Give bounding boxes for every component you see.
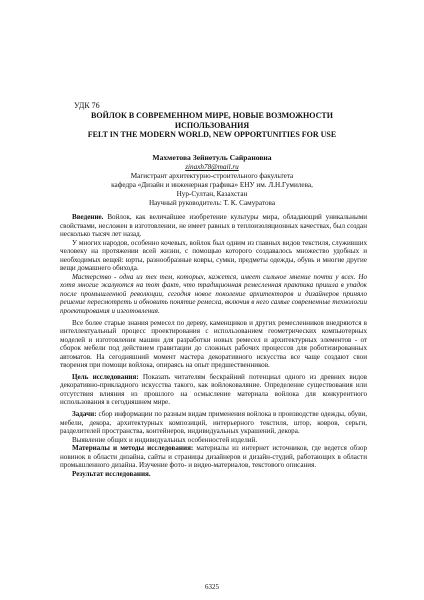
intro-paragraph (60, 213, 367, 239)
paragraph: Выявление общих и индивидуальных особенностей изделий. (72, 435, 258, 444)
results-paragraph (60, 470, 367, 479)
goal-text: Показать читателям бескрайний потенциал одного из древних видов декоративно-прикладного искусства такого, как войлоковаляние. Определение существования или отсутствия влияния из прошлого на осмысление материала войлока для конкурентного использования в сегодняшнем мире. (60, 372, 367, 407)
methods-label: Материалы и методы исследования: (72, 444, 194, 453)
intro-text: Войлок, как величайшее изобретение культуры мира, обладающий уникальными свойствами, несложен в изготовлении, не имеет равных в теплоизоляционных качествах, был создан несколько тысяч лет назад. (60, 213, 367, 239)
title-russian: ВОЙЛОК В СОВРЕМЕННОМ МИРЕ, НОВЫЕ ВОЗМОЖНОСТИ ИСПОЛЬЗОВАНИЯ (91, 111, 333, 130)
udk-code: УДК 76 (74, 101, 100, 110)
goal-label: Цель исследования: (72, 372, 139, 381)
author-name: Махметова Зейнетуль Сайрановна (152, 153, 272, 162)
article-body (60, 213, 367, 478)
tasks-text: сбор информации по разным видам применения войлока в производстве одежды, обуви, мебели, декора, архитектурных композиций, интерьерного текстиля, штор, ковров, серьги, разделителей пространства, контейнеров, индивидуальных украшений, декора. (60, 410, 367, 436)
paragraph: У многих народов, особенно кочевых, войлок был одним из главных видов текстиля, служивших человеку на протяжении всей жизни, с помощью которого создавалось множество удобных и необходимых вещей: юрты, разнообразные ковры, сумки, предметы одежды, обувь и многие другие вещи домашнего обихода. (60, 238, 367, 273)
tasks-label: Задачи: (72, 410, 97, 419)
methods-paragraph (60, 444, 367, 470)
methods-text: материалы из интернет источников, где ведется обзор новинок в области дизайна, сайты и страницы дизайнеров и дизайн-студий, работающих в области промышленного дизайна. Изучение фото- и видео-материалов, текстового описания. (60, 444, 368, 470)
affiliation-line: кафедра «Дизайн и инженерная графика» ЕНУ им. Л.Н.Гумилева, (111, 181, 313, 189)
tasks-paragraph (60, 410, 367, 436)
affiliation-line: Нур-Султан, Казахстан (176, 190, 248, 198)
page-number: 6325 (205, 583, 219, 591)
intro-label: Введение. (72, 213, 104, 221)
supervisor-line: Научный руководитель: Т. К. Самуратова (148, 199, 276, 207)
italic-paragraph: Мастерство - одна из тех тем, которых, кажется, имеет сильное мнение почти у всех. Но хотя многие жалуются на тот факт, что традиционная ремесленная практика пришла в упадок после промышленной революции, сегодня новое поколение архитекторов и дизайнеров приняло решение пересмотреть и обновить понятие ремесла, включив в него самые современные технологии проектирования и изготовления. (60, 272, 367, 316)
title-english: FELT IN THE MODERN WORLD, NEW OPPORTUNITIES FOR USE (87, 130, 337, 139)
paragraph: Все более старые знания ремесел по дереву, каменщиков и других ремесленников внедряются в интеллектуальный процесс проектирования с использованием геометрических компьютерных моделей и изготовления машин для разработки новых ремесел и архитектурных элементов - от сборок мебели под действием гравитации до сложных рабочих процессов для роботизированных автоматов. На сегодняшний момент мастера декоративного искусства все чаще создают свои творения при помощи войлока, опираясь на опыт предшественников. (60, 318, 367, 370)
goal-paragraph (60, 373, 367, 407)
results-label: Результат исследования. (72, 469, 151, 478)
affiliation-line: Магистрант архитектурно-строительного факультета (130, 172, 294, 180)
author-email[interactable]: zinaxh78@mail.ru (185, 163, 239, 171)
